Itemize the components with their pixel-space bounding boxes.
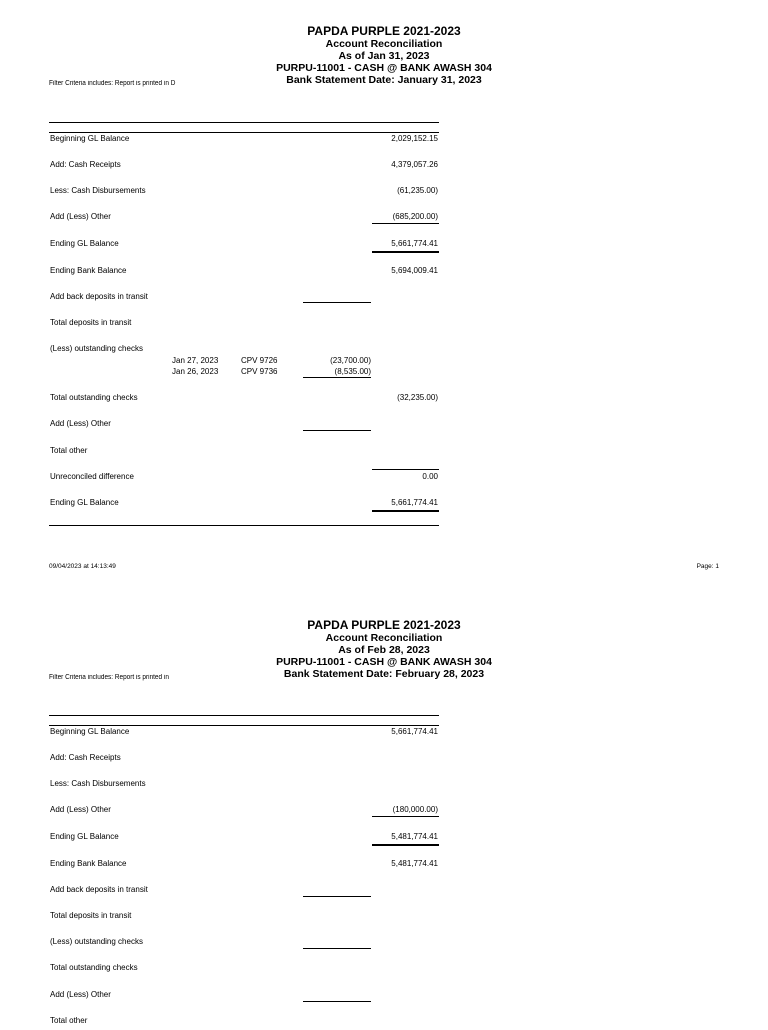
divider <box>49 122 439 123</box>
divider <box>49 715 439 716</box>
row-amount: 5,661,774.41 <box>391 498 438 507</box>
row-label: Add back deposits in transit <box>50 292 148 301</box>
statement-date: Bank Statement Date: February 28, 2023 <box>283 668 485 680</box>
row-amount: (685,200.00) <box>392 212 438 221</box>
underline <box>303 1001 371 1002</box>
row-total-deposits <box>0 318 768 332</box>
report-header <box>234 619 534 680</box>
row-label: Add: Cash Receipts <box>50 160 121 169</box>
check-reference: CPV 9726 <box>241 356 278 365</box>
double-underline <box>372 510 439 512</box>
row-cash-disbursements <box>0 779 768 793</box>
filter-criteria: Filter Criteria includes: Report is printed in <box>49 674 169 681</box>
row-amount: 0.00 <box>422 472 438 481</box>
row-label: Add (Less) Other <box>50 805 111 814</box>
statement-date: Bank Statement Date: January 31, 2023 <box>286 74 482 86</box>
report-title: Account Reconciliation <box>325 632 443 644</box>
row-other-2 <box>0 990 768 1004</box>
row-label: Total other <box>50 446 88 455</box>
underline <box>303 948 371 949</box>
filter-criteria: Filter Criteria includes: Report is printed in D <box>49 80 176 87</box>
row-amount: (32,235.00) <box>397 393 438 402</box>
row-label: Beginning GL Balance <box>50 727 130 736</box>
check-amount: (23,700.00) <box>330 356 371 365</box>
row-label: Total deposits in transit <box>50 318 132 327</box>
divider <box>49 725 439 726</box>
row-amount: 5,694,009.41 <box>391 266 438 275</box>
row-amount: 4,379,057.26 <box>391 160 438 169</box>
row-label: Ending GL Balance <box>50 239 119 248</box>
row-amount: 2,029,152.15 <box>391 134 438 143</box>
row-label: (Less) outstanding checks <box>50 937 143 946</box>
check-date: Jan 26, 2023 <box>172 367 219 376</box>
report-header <box>234 25 534 86</box>
row-label: Unreconciled difference <box>50 472 134 481</box>
as-of-date: As of Jan 31, 2023 <box>338 50 430 62</box>
row-label: Add: Cash Receipts <box>50 753 121 762</box>
underline <box>372 223 439 224</box>
page-number: Page: 1 <box>696 563 719 570</box>
row-label: Add back deposits in transit <box>50 885 148 894</box>
row-amount: (61,235.00) <box>397 186 438 195</box>
check-date: Jan 27, 2023 <box>172 356 219 365</box>
row-beginning-balance <box>0 134 768 148</box>
row-amount: 5,481,774.41 <box>391 832 438 841</box>
row-ending-bank-balance <box>0 859 768 873</box>
row-deposits-in-transit <box>0 292 768 306</box>
report-title: Account Reconciliation <box>325 38 443 50</box>
underline <box>372 816 439 817</box>
row-amount: 5,661,774.41 <box>391 239 438 248</box>
row-ending-gl-balance <box>0 239 768 253</box>
divider <box>49 132 439 133</box>
row-amount: 5,661,774.41 <box>391 727 438 736</box>
row-deposits-in-transit <box>0 885 768 899</box>
row-ending-bank-balance <box>0 266 768 280</box>
row-label: (Less) outstanding checks <box>50 344 143 353</box>
row-label: Less: Cash Disbursements <box>50 779 146 788</box>
row-cash-receipts <box>0 753 768 767</box>
underline <box>303 302 371 303</box>
underline <box>303 896 371 897</box>
check-amount: (8,535.00) <box>334 367 371 376</box>
company-name: PAPDA PURPLE 2021-2023 <box>307 618 461 632</box>
row-label: Add (Less) Other <box>50 212 111 221</box>
row-total-other <box>0 1016 768 1030</box>
check-row <box>0 367 768 378</box>
row-outstanding-checks <box>0 937 768 951</box>
row-ending-gl-balance-2 <box>0 498 768 512</box>
account-name: PURPU-11001 - CASH @ BANK AWASH 304 <box>276 656 492 668</box>
row-label: Less: Cash Disbursements <box>50 186 146 195</box>
row-label: Ending Bank Balance <box>50 859 127 868</box>
row-label: Add (Less) Other <box>50 990 111 999</box>
row-other <box>0 212 768 226</box>
row-total-other <box>0 446 768 460</box>
divider <box>49 525 439 526</box>
company-name: PAPDA PURPLE 2021-2023 <box>307 24 461 38</box>
check-row <box>0 356 768 367</box>
print-timestamp: 09/04/2023 at 14:13:49 <box>49 563 116 570</box>
row-label: Total deposits in transit <box>50 911 132 920</box>
double-underline <box>372 844 439 846</box>
underline <box>303 377 371 378</box>
row-beginning-balance <box>0 727 768 741</box>
row-label: Ending GL Balance <box>50 498 119 507</box>
row-other <box>0 805 768 819</box>
row-unreconciled <box>0 472 768 486</box>
row-total-outstanding <box>0 963 768 977</box>
underline <box>303 430 371 431</box>
row-amount: 5,481,774.41 <box>391 859 438 868</box>
row-label: Beginning GL Balance <box>50 134 130 143</box>
row-other-2 <box>0 419 768 433</box>
row-total-deposits <box>0 911 768 925</box>
row-cash-receipts <box>0 160 768 174</box>
row-label: Add (Less) Other <box>50 419 111 428</box>
row-label: Total outstanding checks <box>50 393 138 402</box>
check-reference: CPV 9736 <box>241 367 278 376</box>
row-cash-disbursements <box>0 186 768 200</box>
double-underline <box>372 251 439 253</box>
row-ending-gl-balance <box>0 832 768 846</box>
row-label: Ending Bank Balance <box>50 266 127 275</box>
row-label: Ending GL Balance <box>50 832 119 841</box>
as-of-date: As of Feb 28, 2023 <box>338 644 430 656</box>
row-total-outstanding <box>0 393 768 407</box>
row-label: Total other <box>50 1016 88 1025</box>
overline <box>372 469 439 470</box>
row-amount: (180,000.00) <box>392 805 438 814</box>
row-label: Total outstanding checks <box>50 963 138 972</box>
account-name: PURPU-11001 - CASH @ BANK AWASH 304 <box>276 62 492 74</box>
